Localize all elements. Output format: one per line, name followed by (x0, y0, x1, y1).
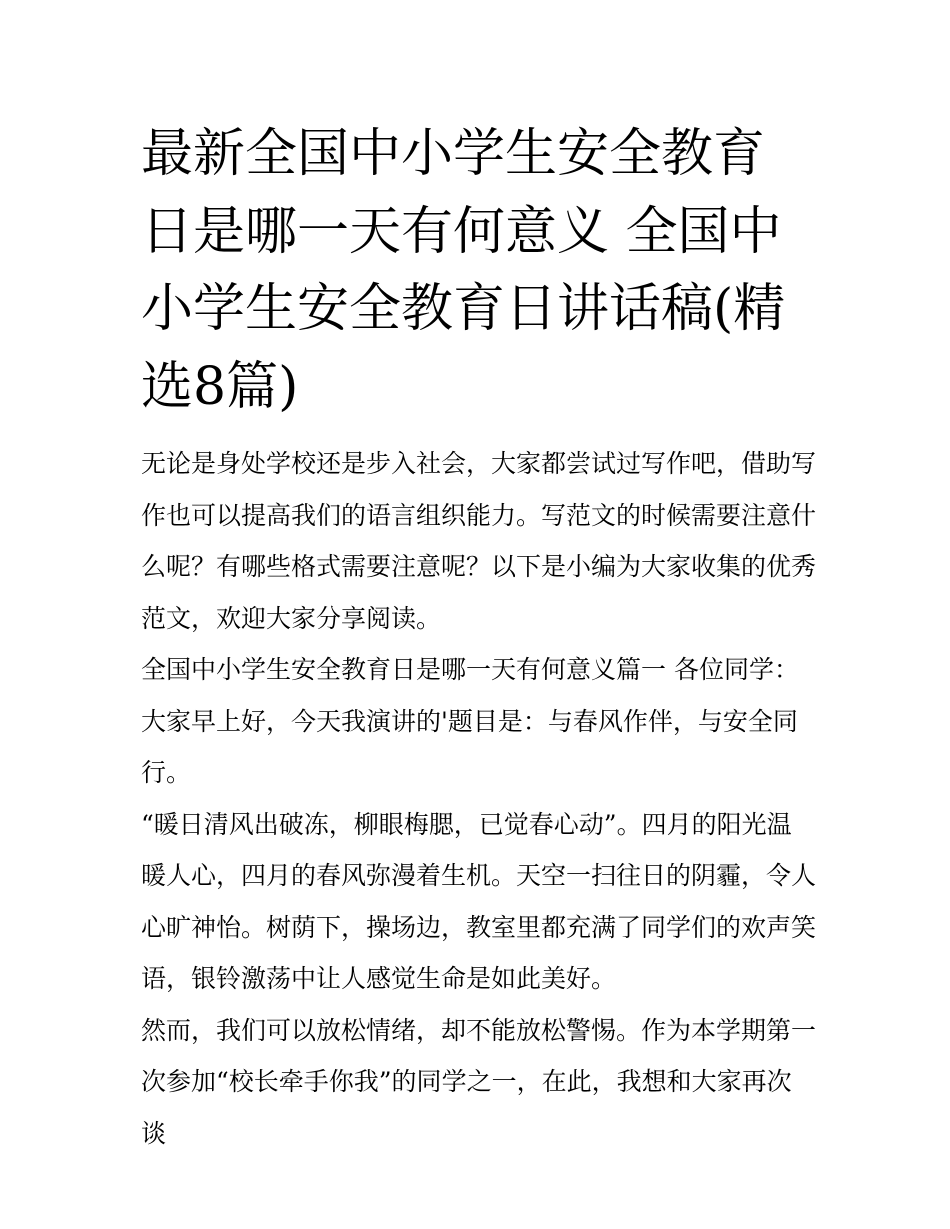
paragraph-greeting: 大家早上好，今天我演讲的'题目是：与春风作伴，与安全同行。 (141, 706, 798, 787)
document-title: 最新全国中小学生安全教育日是哪一天有何意义 全国中小学生安全教育日讲话稿(精选8篇) (141, 124, 786, 417)
document-body (141, 438, 816, 1159)
paragraph-vigilance: 然而，我们可以放松情绪，却不能放松警惕。作为本学期第一次参加“校长牵手你我”的同学之一，在此，我想和大家再次谈 (141, 1015, 817, 1148)
paragraph-intro: 无论是身处学校还是步入社会，大家都尝试过写作吧，借助写作也可以提高我们的语言组织能力。写范文的时候需要注意什么呢？有哪些格式需要注意呢？以下是小编为大家收集的优秀范文，欢迎大家分享阅读。 (141, 449, 817, 633)
document-content (141, 116, 816, 1159)
paragraph-spring: “暖日清风出破冻，柳眼梅腮，已觉春心动”。四月的阳光温暖人心，四月的春风弥漫着生机。天空一扫往日的阴霾，令人心旷神怡。树荫下，操场边，教室里都充满了同学们的欢声笑语，银铃激荡中让人感觉生命是如此美好。 (141, 809, 817, 993)
paragraph-section-heading: 全国中小学生安全教育日是哪一天有何意义篇一 各位同学： (141, 655, 799, 684)
